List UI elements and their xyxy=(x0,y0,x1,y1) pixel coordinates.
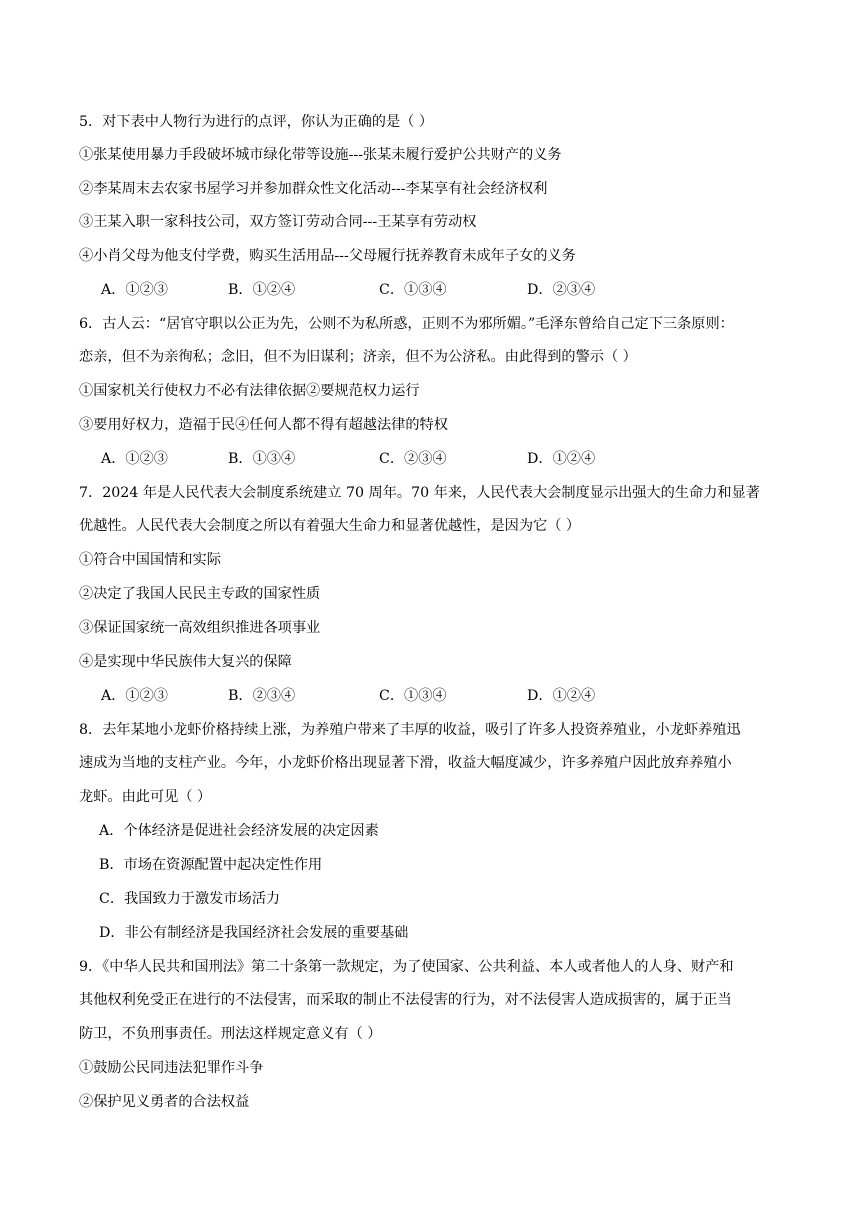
q7-item-2: ②决定了我国人民民主专政的国家性质 xyxy=(79,586,321,602)
q6-option-b: B．①③④ xyxy=(228,451,296,467)
q5-item-4: ④小肖父母为他支付学费，购买生活用品---父母履行抚养教育未成年子女的义务 xyxy=(79,248,576,264)
q5-item-2: ②李某周末去农家书屋学习并参加群众性文化活动---李某享有社会经济权利 xyxy=(79,181,548,197)
q9-stem-line-2: 其他权利免受正在进行的不法侵害，而采取的制止不法侵害的行为，对不法侵害人造成损害的，属于正当 xyxy=(79,992,732,1008)
q9-item-2: ②保护见义勇者的合法权益 xyxy=(79,1094,250,1110)
q8-choice-b: B．市场在资源配置中起决定性作用 xyxy=(99,857,323,873)
q9-item-1: ①鼓励公民同违法犯罪作斗争 xyxy=(79,1060,264,1076)
q6-stem-line-1: 6．古人云：“居官守职以公正为先，公则不为私所惑，正则不为邪所媚。”毛泽东曾给自己定下三条原则： xyxy=(79,316,734,332)
q9-stem-line-1: 9．《中华人民共和国刑法》第二十条第一款规定，为了使国家、公共利益、本人或者他人的人身、财产和 xyxy=(79,959,734,975)
q7-option-c: C．①③④ xyxy=(379,688,447,704)
q8-choice-c: C．我国致力于激发市场活力 xyxy=(99,891,281,907)
q8-stem-line-1: 8．去年某地小龙虾价格持续上涨，为养殖户带来了丰厚的收益，吸引了许多人投资养殖业，小龙虾养殖迅 xyxy=(79,722,741,738)
q6-option-c: C．②③④ xyxy=(379,451,447,467)
q7-stem-line-1: 7．2024 年是人民代表大会制度系统建立 70 周年。70 年来，人民代表大会制度显示出强大的生命力和显著 xyxy=(79,485,760,501)
q5-item-3: ③王某入职一家科技公司，双方签订劳动合同---王某享有劳动权 xyxy=(79,214,477,230)
q7-item-1: ①符合中国国情和实际 xyxy=(79,552,221,568)
q6-option-d: D．①②④ xyxy=(527,451,596,467)
q6-option-a: A．①②③ xyxy=(101,451,168,467)
q5-stem: 5．对下表中人物行为进行的点评，你认为正确的是（ ） xyxy=(79,114,434,130)
q8-stem-line-2: 速成为当地的支柱产业。今年，小龙虾价格出现显著下滑，收益大幅度减少，许多养殖户因此放弃养殖小 xyxy=(79,755,732,771)
q7-option-b: B．②③④ xyxy=(228,688,296,704)
q7-stem-line-2: 优越性。人民代表大会制度之所以有着强大生命力和显著优越性，是因为它（ ） xyxy=(79,518,581,534)
q9-stem-line-3: 防卫，不负刑事责任。刑法这样规定意义有（ ） xyxy=(79,1026,382,1042)
q7-option-a: A．①②③ xyxy=(101,688,168,704)
q7-option-d: D．①②④ xyxy=(527,688,596,704)
q5-option-b: B．①②④ xyxy=(228,282,296,298)
q6-stem-line-2: 恋亲，但不为亲徇私；念旧，但不为旧谋利；济亲，但不为公济私。由此得到的警示（ ） xyxy=(79,349,637,365)
q5-option-c: C．①③④ xyxy=(379,282,447,298)
q5-option-a: A．①②③ xyxy=(101,282,168,298)
q8-stem-line-3: 龙虾。由此可见（ ） xyxy=(79,789,212,805)
q5-option-d: D．②③④ xyxy=(527,282,596,298)
q5-item-1: ①张某使用暴力手段破坏城市绿化带等设施---张某未履行爱护公共财产的义务 xyxy=(79,147,562,163)
q7-item-3: ③保证国家统一高效组织推进各项事业 xyxy=(79,620,321,636)
q8-choice-d: D．非公有制经济是我国经济社会发展的重要基础 xyxy=(99,925,409,941)
q6-items-line-2: ③要用好权力，造福于民④任何人都不得有超越法律的特权 xyxy=(79,417,448,433)
q6-items-line-1: ①国家机关行使权力不必有法律依据②要规范权力运行 xyxy=(79,383,420,399)
q8-choice-a: A．个体经济是促进社会经济发展的决定因素 xyxy=(99,823,379,839)
q7-item-4: ④是实现中华民族伟大复兴的保障 xyxy=(79,654,292,670)
